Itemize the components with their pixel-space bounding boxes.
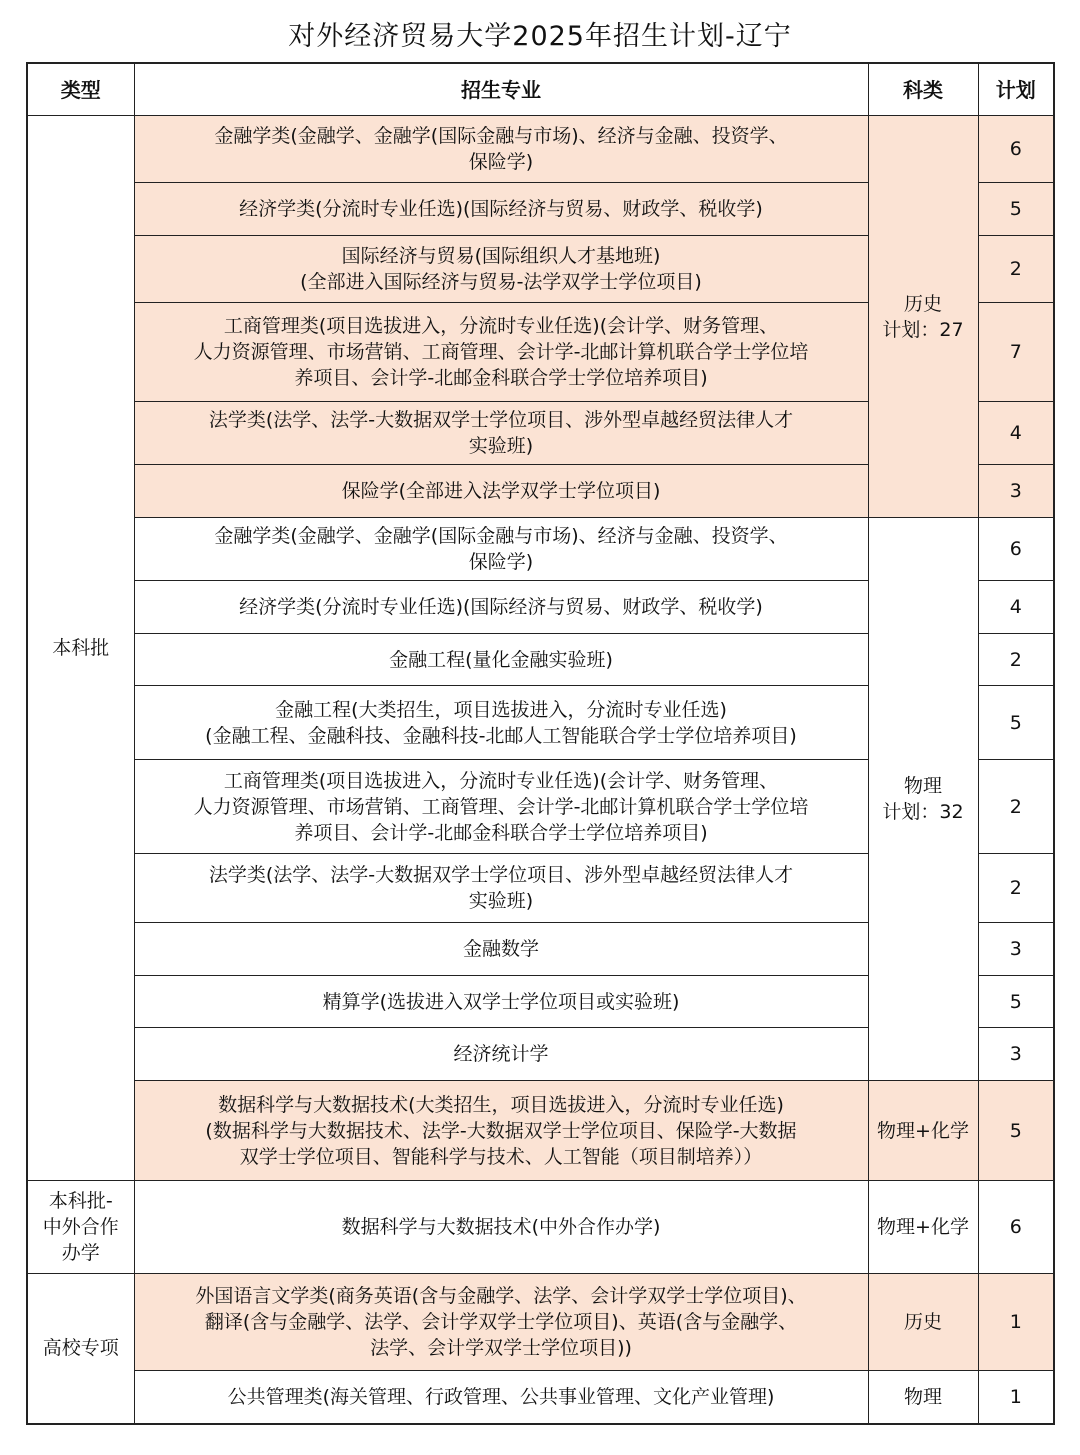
plan-cell: 2 [978, 236, 1054, 303]
subject-cell: 物理 [868, 1371, 978, 1424]
major-cell: 金融学类(金融学、金融学(国际金融与市场)、经济与金融、投资学、 保险学) [134, 116, 868, 183]
table-row [27, 518, 1054, 581]
plan-cell: 2 [978, 760, 1054, 854]
table-row [27, 1274, 1054, 1371]
enrollment-plan-table [26, 62, 1055, 1425]
major-cell: 金融学类(金融学、金融学(国际金融与市场)、经济与金融、投资学、 保险学) [134, 518, 868, 581]
header-plan: 计划 [978, 63, 1054, 116]
major-cell: 法学类(法学、法学-大数据双学士学位项目、涉外型卓越经贸法律人才 实验班) [134, 854, 868, 923]
major-cell: 精算学(选拔进入双学士学位项目或实验班) [134, 976, 868, 1028]
major-cell: 金融数学 [134, 923, 868, 976]
table-row [27, 1181, 1054, 1274]
plan-cell: 1 [978, 1371, 1054, 1424]
page-title: 对外经济贸易大学2025年招生计划-辽宁 [288, 21, 792, 52]
table-row [27, 1081, 1054, 1181]
type-cell: 本科批- 中外合作 办学 [27, 1181, 134, 1274]
subject-cell: 物理+化学 [868, 1081, 978, 1181]
major-cell: 法学类(法学、法学-大数据双学士学位项目、涉外型卓越经贸法律人才 实验班) [134, 402, 868, 465]
header-type: 类型 [27, 63, 134, 116]
major-cell: 工商管理类(项目选拔进入，分流时专业任选)(会计学、财务管理、 人力资源管理、市场营销、工商管理、会计学-北邮计算机联合学士学位培 养项目、会计学-北邮金科联合学士学位培养项目) [134, 760, 868, 854]
plan-cell: 4 [978, 581, 1054, 634]
plan-cell: 6 [978, 1181, 1054, 1274]
major-cell: 工商管理类(项目选拔进入，分流时专业任选)(会计学、财务管理、 人力资源管理、市场营销、工商管理、会计学-北邮计算机联合学士学位培 养项目、会计学-北邮金科联合学士学位培养项目) [134, 303, 868, 402]
plan-cell: 5 [978, 1081, 1054, 1181]
header-major: 招生专业 [134, 63, 868, 116]
table-row [27, 1371, 1054, 1424]
type-cell: 本科批 [27, 116, 134, 1181]
major-cell: 公共管理类(海关管理、行政管理、公共事业管理、文化产业管理) [134, 1371, 868, 1424]
plan-cell: 3 [978, 923, 1054, 976]
header-subject: 科类 [868, 63, 978, 116]
subject-cell: 物理 计划：32 [868, 518, 978, 1081]
major-cell: 数据科学与大数据技术(中外合作办学) [134, 1181, 868, 1274]
type-cell: 高校专项 [27, 1274, 134, 1424]
plan-cell: 5 [978, 183, 1054, 236]
major-cell: 数据科学与大数据技术(大类招生，项目选拔进入，分流时专业任选) (数据科学与大数据技术、法学-大数据双学士学位项目、保险学-大数据 双学士学位项目、智能科学与技术、人工智能（项目制培养）） [134, 1081, 868, 1181]
plan-cell: 7 [978, 303, 1054, 402]
major-cell: 国际经济与贸易(国际组织人才基地班) (全部进入国际经济与贸易-法学双学士学位项目) [134, 236, 868, 303]
plan-cell: 3 [978, 465, 1054, 518]
major-cell: 金融工程(大类招生，项目选拔进入，分流时专业任选) (金融工程、金融科技、金融科技-北邮人工智能联合学士学位培养项目) [134, 686, 868, 760]
subject-cell: 历史 [868, 1274, 978, 1371]
plan-cell: 5 [978, 686, 1054, 760]
major-cell: 经济学类(分流时专业任选)(国际经济与贸易、财政学、税收学) [134, 581, 868, 634]
major-cell: 经济统计学 [134, 1028, 868, 1081]
plan-cell: 1 [978, 1274, 1054, 1371]
plan-cell: 6 [978, 518, 1054, 581]
major-cell: 保险学(全部进入法学双学士学位项目) [134, 465, 868, 518]
major-cell: 外国语言文学类(商务英语(含与金融学、法学、会计学双学士学位项目)、 翻译(含与金融学、法学、会计学双学士学位项目)、英语(含与金融学、 法学、会计学双学士学位项目)) [134, 1274, 868, 1371]
plan-cell: 4 [978, 402, 1054, 465]
plan-cell: 5 [978, 976, 1054, 1028]
table-row [27, 116, 1054, 183]
plan-cell: 2 [978, 854, 1054, 923]
header-row [27, 63, 1054, 116]
plan-cell: 6 [978, 116, 1054, 183]
major-cell: 金融工程(量化金融实验班) [134, 634, 868, 686]
major-cell: 经济学类(分流时专业任选)(国际经济与贸易、财政学、税收学) [134, 183, 868, 236]
plan-cell: 3 [978, 1028, 1054, 1081]
subject-cell: 历史 计划：27 [868, 116, 978, 518]
subject-cell: 物理+化学 [868, 1181, 978, 1274]
plan-cell: 2 [978, 634, 1054, 686]
